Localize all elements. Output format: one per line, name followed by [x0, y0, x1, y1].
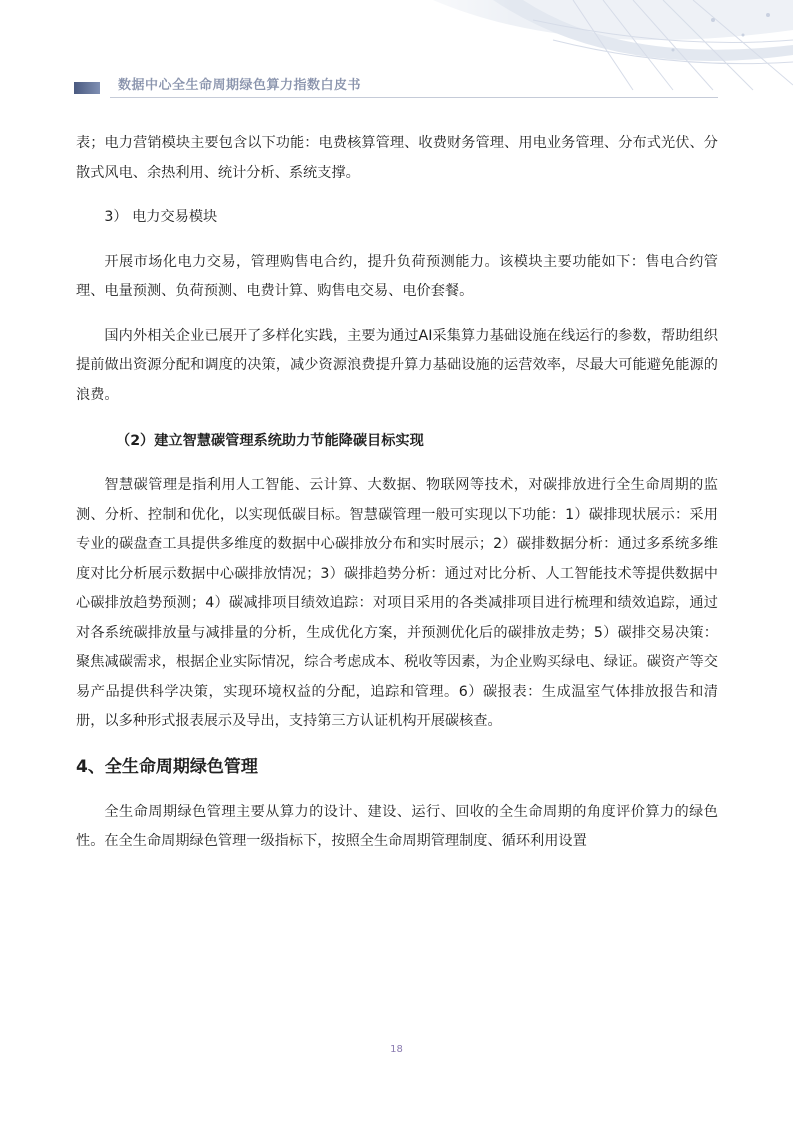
paragraph-lifecycle: 全生命周期绿色管理主要从算力的设计、建设、运行、回收的全生命周期的角度评价算力的绿色性。在全生命周期绿色管理一级指标下，按照全生命周期管理制度、循环利用设置 — [76, 803, 718, 849]
header-divider — [110, 97, 718, 98]
paragraph-continuation: 表；电力营销模块主要包含以下功能：电费核算管理、收费财务管理、用电业务管理、分布式光伏、分散式风电、余热利用、统计分析、系统支撑。 — [76, 135, 718, 181]
list-item-power-trading: 3） 电力交易模块 — [104, 209, 218, 225]
paragraph-power-trading: 开展市场化电力交易，管理购售电合约，提升负荷预测能力。该模块主要功能如下：售电合约管理、电量预测、负荷预测、电费计算、购售电交易、电价套餐。 — [76, 253, 718, 299]
page-number: 18 — [390, 1044, 403, 1055]
section-heading: 4、全生命周期绿色管理 — [76, 756, 258, 777]
document-body — [76, 129, 718, 857]
header-title: 数据中心全生命周期绿色算力指数白皮书 — [118, 78, 362, 93]
header-mark — [74, 82, 100, 94]
subsection-heading: （2）建立智慧碳管理系统助力节能降碳目标实现 — [116, 433, 424, 449]
header-decoration — [373, 0, 793, 110]
paragraph-smart-carbon: 智慧碳管理是指利用人工智能、云计算、大数据、物联网等技术，对碳排放进行全生命周期的监测、分析、控制和优化，以实现低碳目标。智慧碳管理一般可实现以下功能：1）碳排现状展示：采用专业的碳盘查工具提供多维度的数据中心碳排放分布和实时展示；2）碳排数据分析：通过多系统多维度对比分析展示数据中心碳排放情况；3）碳排趋势分析：通过对比分析、人工智能技术等提供数据中心碳排放趋势预测；4）碳减排项目绩效追踪：对项目采用的各类减排项目进行梳理和绩效追踪，通过对各系统碳排放量与减排量的分析，生成优化方案，并预测优化后的碳排放走势；5）碳排交易决策：聚焦减碳需求，根据企业实际情况，综合考虑成本、税收等因素，为企业购买绿电、绿证。碳资产等交易产品提供科学决策，实现环境权益的分配，追踪和管理。6）碳报表：生成温室气体排放报告和清册，以多种形式报表展示及导出，支持第三方认证机构开展碳核查。 — [76, 477, 718, 729]
paragraph-practice: 国内外相关企业已展开了多样化实践，主要为通过AI采集算力基础设施在线运行的参数，帮助组织提前做出资源分配和调度的决策，减少资源浪费提升算力基础设施的运营效率，尽最大可能避免能源的浪费。 — [76, 327, 718, 403]
